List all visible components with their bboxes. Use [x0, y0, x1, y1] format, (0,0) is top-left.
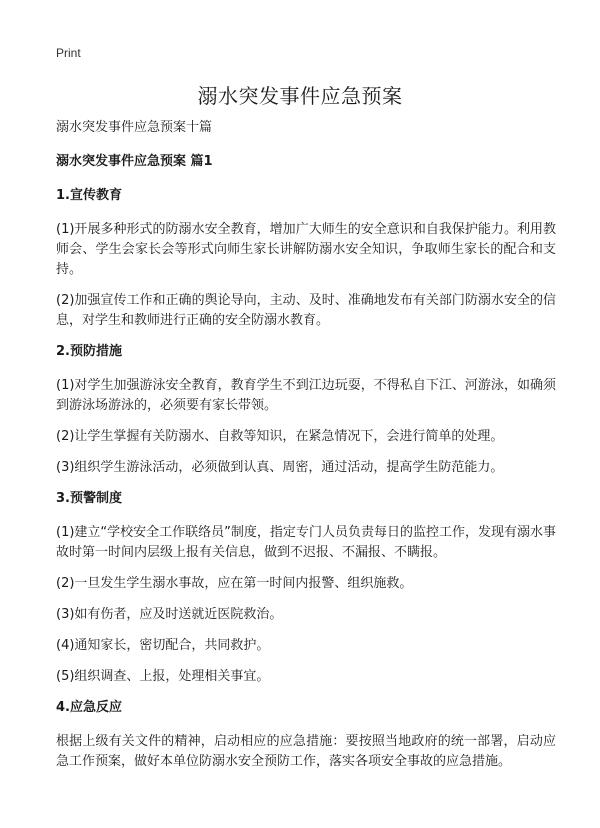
paragraph: (5)组织调查、上报，处理相关事宜。: [56, 669, 270, 684]
paragraph: 根据上级有关文件的精神，启动相应的应急措施：要按照当地政府的统一部署，启动应急工作预案，做好本单位防溺水安全预防工作，落实各项安全事故的应急措施。: [56, 734, 556, 769]
print-label: Print: [56, 46, 81, 60]
document-subtitle: 溺水突发事件应急预案十篇: [56, 120, 213, 135]
section-prevention: [56, 342, 556, 478]
paragraph: (3)组织学生游泳活动，必须做到认真、周密，通过活动，提高学生防范能力。: [56, 460, 504, 475]
paragraph: (1)建立“学校安全工作联络员”制度，指定专门人员负责每日的监控工作，发现有溺水事故时第一时间内层级上报有关信息，做到不迟报、不漏报、不瞒报。: [56, 525, 556, 560]
paragraph: (4)通知家长，密切配合，共同救护。: [56, 638, 270, 653]
document-body: [56, 118, 556, 783]
section-heading: 2.预防措施: [56, 344, 122, 359]
section-heading: 1.宣传教育: [56, 188, 122, 203]
paragraph: (2)加强宣传工作和正确的舆论导向，主动、及时、准确地发布有关部门防溺水安全的信息，对学生和教师进行正确的安全防溺水教育。: [56, 293, 556, 328]
page-title: 溺水突发事件应急预案: [197, 84, 403, 108]
section-heading: 4.应急反应: [56, 700, 122, 715]
section-publicity: [56, 186, 556, 331]
paragraph: (1)开展多种形式的防溺水安全教育，增加广大师生的安全意识和自我保护能力。利用教师会、学生会家长会等形式向师生家长讲解防溺水安全知识，争取师生家长的配合和支持。: [56, 222, 556, 277]
paragraph: (2)让学生掌握有关防溺水、自救等知识，在紧急情况下，会进行简单的处理。: [56, 429, 504, 444]
paragraph: (3)如有伤者，应及时送就近医院救治。: [56, 607, 283, 622]
section-warning-system: [56, 489, 556, 687]
section-emergency-response: [56, 698, 556, 772]
section-heading: 3.预警制度: [56, 491, 122, 506]
paragraph: (1)对学生加强游泳安全教育，教育学生不到江边玩耍，不得私自下江、河游泳，如确须到游泳场游泳的，必须要有家长带领。: [56, 378, 556, 413]
article-heading: 溺水突发事件应急预案 篇1: [56, 154, 213, 169]
paragraph: (2)一旦发生学生溺水事故，应在第一时间内报警、组织施救。: [56, 576, 413, 591]
